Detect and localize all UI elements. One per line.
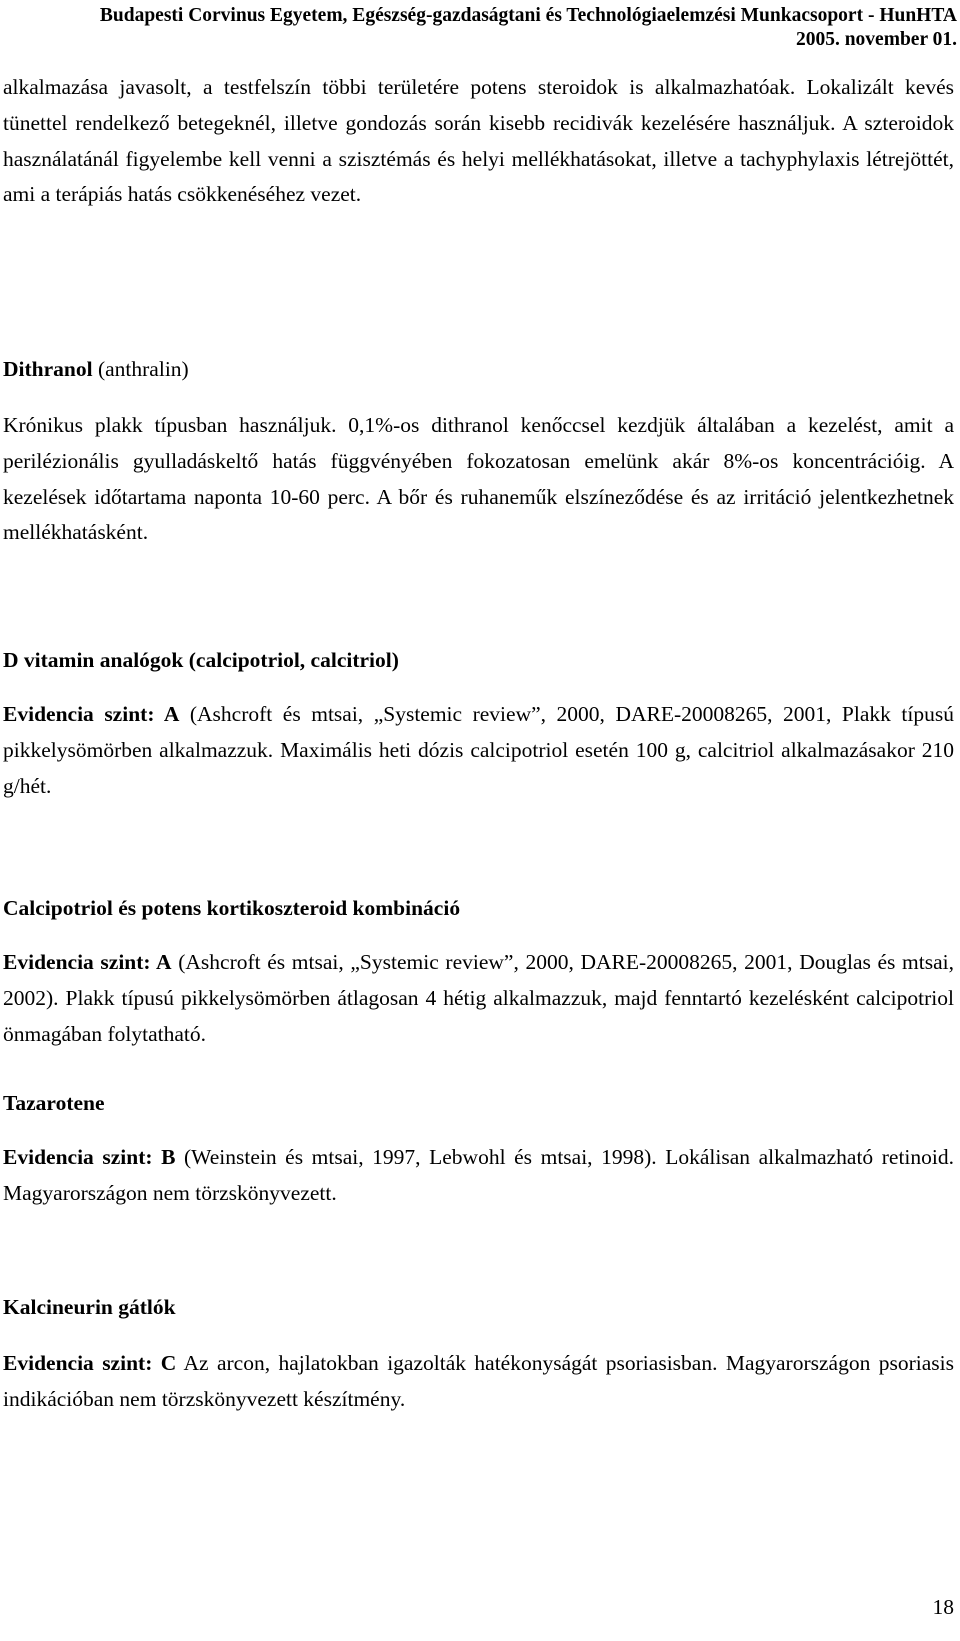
vitamin-d-section xyxy=(3,697,954,804)
calcineurin-heading: Kalcineurin gátlók xyxy=(3,1295,176,1319)
vitamin-d-evidence-label: Evidencia szint: A xyxy=(3,702,180,726)
header-institution: Budapesti Corvinus Egyetem, Egészség-gazdaságtani és Technológiaelemzési Munkacsoport - HunHTA xyxy=(99,5,957,26)
dithranol-text: Krónikus plakk típusban használjuk. 0,1%-os dithranol kenőccsel kezdjük általában a kezelést, amit a perilézionális gyulladáskeltő hatás függvényében fokozatosan emelünk akár 8%-os koncentrációig. A kezelések időtartama naponta 10-60 perc. A bőr és ruhaneműk elszíneződése és az irritáció jelentkezhetnek mellékhatásként. xyxy=(3,413,954,545)
calcineurin-section xyxy=(3,1346,954,1418)
calcineurin-evidence-label: Evidencia szint: C xyxy=(3,1351,177,1375)
vitamin-d-heading: D vitamin analógok (calcipotriol, calcitriol) xyxy=(3,648,399,672)
calcineurin-text: Az arcon, hajlatokban igazolták hatékonyságát psoriasisban. Magyarországon psoriasis indikációban nem törzskönyvezett készítmény. xyxy=(3,1351,954,1411)
header-date: 2005. november 01. xyxy=(795,29,957,50)
tazarotene-heading: Tazarotene xyxy=(3,1091,105,1115)
calcineurin-paragraph xyxy=(3,1346,954,1418)
combination-paragraph xyxy=(3,945,954,1052)
combination-evidence-label: Evidencia szint: A xyxy=(3,950,172,974)
dithranol-section xyxy=(3,408,954,551)
vitamin-d-text: (Ashcroft és mtsai, „Systemic review”, 2000, DARE-20008265, 2001, Plakk típusú pikkelysömörben alkalmazzuk. Maximális heti dózis calcipotriol esetén 100 g, calcitriol alkalmazásakor 210 g/hét. xyxy=(3,702,954,798)
combination-section xyxy=(3,945,954,1052)
intro-paragraph xyxy=(3,70,954,213)
dithranol-heading-rest: (anthralin) xyxy=(92,357,189,381)
page-header xyxy=(17,4,957,52)
dithranol-heading xyxy=(3,354,954,384)
tazarotene-evidence-label: Evidencia szint: B xyxy=(3,1145,176,1169)
dithranol-heading-bold: Dithranol xyxy=(3,357,93,381)
page-number: 18 xyxy=(932,1595,954,1619)
intro-text: alkalmazása javasolt, a testfelszín többi területére potens steroidok is alkalmazhatóak. Lokalizált kevés tünettel rendelkező betegeknél, illetve gondozás során kisebb recidivák kezelésére használjuk. A szteroidok használatánál figyelembe kell venni a szisztémás és helyi mellékhatásokat, illetve a tachyphylaxis létrejöttét, ami a terápiás hatás csökkenéséhez vezet. xyxy=(3,75,954,207)
combination-heading: Calcipotriol és potens kortikoszteroid kombináció xyxy=(3,896,461,920)
tazarotene-paragraph xyxy=(3,1140,954,1212)
combination-text: (Ashcroft és mtsai, „Systemic review”, 2000, DARE-20008265, 2001, Douglas és mtsai, 2002). Plakk típusú pikkelysömörben átlagosan 4 hétig alkalmazzuk, majd fenntartó kezelésként calcipotriol önmagában folytatható. xyxy=(3,950,954,1046)
vitamin-d-paragraph xyxy=(3,697,954,804)
tazarotene-section xyxy=(3,1140,954,1212)
tazarotene-text: (Weinstein és mtsai, 1997, Lebwohl és mtsai, 1998). Lokálisan alkalmazható retinoid. Magyarországon nem törzskönyvezett. xyxy=(3,1145,954,1205)
